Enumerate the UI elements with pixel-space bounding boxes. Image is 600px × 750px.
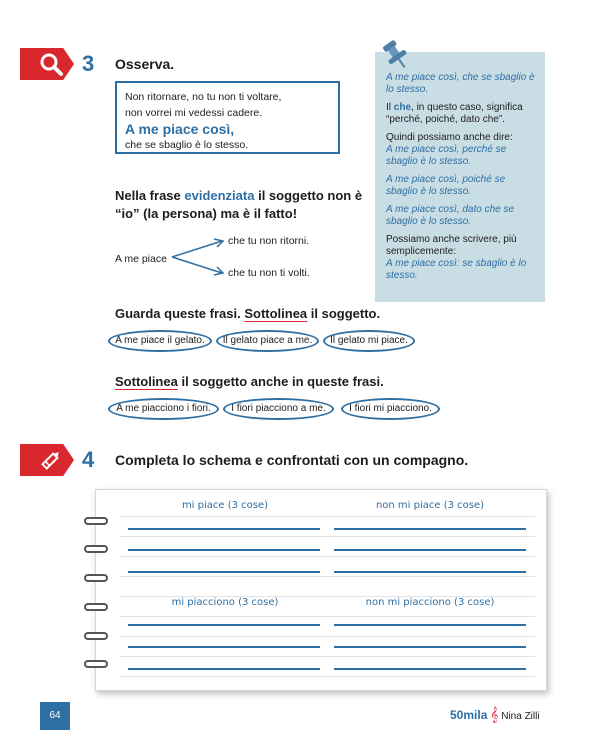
info-also: Quindi possiamo anche dire: bbox=[386, 132, 513, 143]
spiral-ring bbox=[84, 545, 108, 553]
info-quote: A me piace così, che se sbaglio è lo stesso. bbox=[386, 72, 535, 95]
answer-line[interactable] bbox=[128, 668, 320, 670]
quote-line: Non ritornare, no tu non ti voltare, bbox=[125, 91, 282, 103]
info-alternative: A me piace così, dato che se sbaglio è lo stesso. bbox=[386, 204, 515, 227]
exercise-title: Completa lo schema e confrontati con un compagno. bbox=[115, 452, 469, 468]
info-alternative: A me piace così, perché se sbaglio è lo stesso. bbox=[386, 144, 507, 167]
ruled-line bbox=[120, 576, 535, 577]
info-explanation: Il che, in questo caso, significa “perché, poiché, dato che”. bbox=[386, 102, 523, 125]
answer-line[interactable] bbox=[128, 549, 320, 551]
phrase-pill[interactable]: I fiori piacciono a me. bbox=[223, 398, 334, 420]
subject-statement: Nella frase evidenziata il soggetto non è “io” (la persona) ma è il fatto! bbox=[115, 188, 363, 221]
spiral-ring bbox=[84, 574, 108, 582]
exercise-number: 3 bbox=[82, 51, 95, 76]
info-box bbox=[375, 52, 545, 302]
ruled-line bbox=[120, 556, 535, 557]
ruled-line bbox=[120, 676, 535, 677]
answer-line[interactable] bbox=[334, 668, 526, 670]
answer-line[interactable] bbox=[334, 549, 526, 551]
brand-number: 50 bbox=[450, 708, 464, 722]
answer-line[interactable] bbox=[128, 646, 320, 648]
exercise-number: 4 bbox=[82, 447, 95, 472]
answer-line[interactable] bbox=[128, 624, 320, 626]
ruled-line bbox=[120, 516, 535, 517]
highlight-word: evidenziata bbox=[184, 188, 255, 203]
answer-line[interactable] bbox=[334, 528, 526, 530]
phrase-pill[interactable]: Il gelato mi piace. bbox=[323, 330, 415, 352]
diagram-branch: che tu non ritorni. bbox=[228, 235, 310, 247]
column-header: mi piacciono (3 cose) bbox=[171, 597, 279, 608]
spiral-ring bbox=[84, 517, 108, 525]
ruled-line bbox=[120, 656, 535, 657]
info-alternative: A me piace così, poiché se sbaglio è lo stesso. bbox=[386, 174, 506, 197]
answer-line[interactable] bbox=[128, 528, 320, 530]
task-instruction: Sottolinea il soggetto anche in queste frasi. bbox=[115, 374, 384, 389]
info-alternative: A me piace così: se sbaglio è lo stesso. bbox=[386, 258, 527, 281]
lyrics-quote-box bbox=[115, 81, 340, 154]
pencil-icon bbox=[38, 447, 64, 473]
column-header: non mi piace (3 cose) bbox=[375, 500, 485, 511]
phrase-pill[interactable]: A me piacciono i fiori. bbox=[108, 398, 219, 420]
diagram-branch: che tu non ti volti. bbox=[228, 267, 310, 279]
phrase-pill[interactable]: I fiori mi piacciono. bbox=[341, 398, 440, 420]
notebook-sheet bbox=[95, 489, 547, 691]
answer-line[interactable] bbox=[128, 571, 320, 573]
answer-line[interactable] bbox=[334, 624, 526, 626]
spiral-ring bbox=[84, 632, 108, 640]
ruled-line bbox=[120, 616, 535, 617]
task-instruction: Guarda queste frasi. Sottolinea il soggetto. bbox=[115, 306, 381, 321]
brand-word: mila bbox=[463, 708, 488, 722]
magnifier-icon bbox=[38, 51, 64, 77]
quote-line: che se sbaglio è lo stesso. bbox=[125, 139, 249, 151]
treble-clef-icon: 𝄞 bbox=[490, 706, 499, 722]
spiral-ring bbox=[84, 660, 108, 668]
write-badge bbox=[20, 444, 74, 476]
ruled-line bbox=[120, 636, 535, 637]
column-header: non mi piacciono (3 cose) bbox=[365, 597, 495, 608]
underline-keyword: Sottolinea bbox=[115, 374, 178, 389]
column-header: mi piace (3 cose) bbox=[181, 500, 269, 511]
phrase-pill[interactable]: Il gelato piace a me. bbox=[216, 330, 319, 352]
ruled-line bbox=[120, 536, 535, 537]
brand-mark bbox=[450, 706, 540, 723]
pushpin-icon bbox=[378, 38, 414, 72]
answer-line[interactable] bbox=[334, 571, 526, 573]
info-simpler: Possiamo anche scrivere, più semplicemente: bbox=[386, 234, 517, 257]
phrase-pill[interactable]: A me piace il gelato. bbox=[108, 330, 212, 352]
spiral-ring bbox=[84, 603, 108, 611]
underline-keyword: Sottolinea bbox=[244, 306, 308, 321]
quote-highlight: A me piace così, bbox=[125, 121, 235, 137]
diagram-root: A me piace bbox=[115, 253, 167, 265]
page-number: 64 bbox=[40, 702, 70, 730]
exercise-title: Osserva. bbox=[115, 56, 175, 72]
quote-line: non vorrei mi vedessi cadere. bbox=[125, 107, 263, 119]
answer-line[interactable] bbox=[334, 646, 526, 648]
branch-arrows bbox=[170, 236, 230, 278]
observe-badge bbox=[20, 48, 74, 80]
author-name: Nina Zilli bbox=[501, 711, 540, 722]
